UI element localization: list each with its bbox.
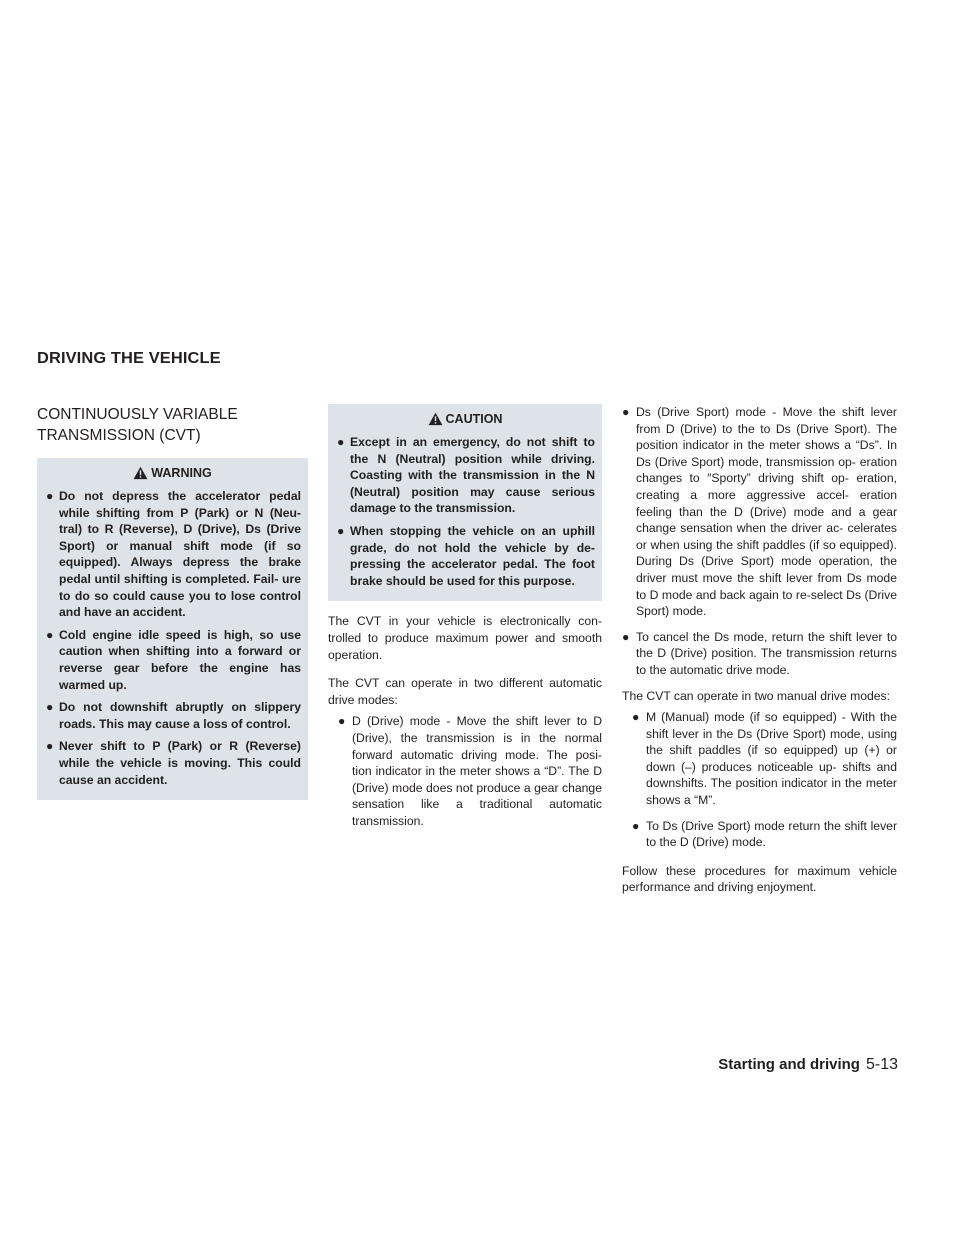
manual-modes-list bbox=[622, 709, 897, 851]
intro-paragraph: The CVT in your vehicle is electronically con- trolled to produce maximum power and smooth operation. bbox=[328, 614, 602, 662]
caution-box bbox=[328, 404, 602, 601]
bullet-icon: ● bbox=[46, 739, 54, 754]
caution-item: ● When stopping the vehicle on an uphill grade, do not hold the vehicle by de- pressing the accelerator pedal. The foot brake should be used for this purpose. bbox=[337, 523, 595, 588]
auto-modes-intro: The CVT can operate in two different automatic drive modes: bbox=[328, 676, 602, 707]
article-title-line-2: TRANSMISSION (CVT) bbox=[37, 427, 201, 444]
bullet-icon: ● bbox=[632, 818, 640, 833]
warning-item: ● Never shift to P (Park) or R (Reverse) while the vehicle is moving. This could cause an accident. bbox=[46, 739, 301, 787]
bullet-icon: ● bbox=[632, 710, 640, 725]
list-item: ● To cancel the Ds mode, return the shift lever to the D (Drive) position. The transmission returns to the automatic drive mode. bbox=[622, 629, 897, 677]
bullet-icon: ● bbox=[622, 629, 630, 644]
bullet-icon: ● bbox=[46, 627, 54, 642]
warning-item: ● Do not depress the accelerator pedal while shifting from P (Park) or N (Neu- tral) to R (Reverse), D (Drive), Ds (Drive Sport) or manual shift mode (if so equipped). Always depress the brake pedal until shifting is completed. Fail- ure to do so could cause you to lose control and have an accident. bbox=[46, 489, 301, 620]
warning-item: ● Cold engine idle speed is high, so use caution when shifting into a forward or reverse gear before the engine has warmed up. bbox=[46, 627, 301, 692]
list-item: ● M (Manual) mode (if so equipped) - With the shift lever in the Ds (Drive Sport) mode, using the shift paddles (if so equipped) up (+) or down (–) produces noticeable up- shifts and downshifts. The position indicator in the meter shows a “M”. bbox=[632, 710, 897, 808]
caution-heading bbox=[335, 412, 595, 426]
bullet-icon: ● bbox=[46, 700, 54, 715]
page-footer bbox=[718, 1056, 898, 1074]
column-3 bbox=[622, 404, 897, 896]
column-1 bbox=[37, 404, 308, 800]
manual-modes-intro: The CVT can operate in two manual drive modes: bbox=[622, 688, 891, 703]
caution-list bbox=[335, 434, 595, 589]
warning-label: WARNING bbox=[151, 466, 212, 480]
auto-modes-list-continued bbox=[622, 404, 897, 679]
column-2 bbox=[328, 404, 602, 838]
footer-chapter: Starting and driving bbox=[718, 1056, 860, 1073]
bullet-icon: ● bbox=[337, 523, 345, 538]
caution-triangle-icon bbox=[428, 412, 443, 426]
warning-list bbox=[44, 488, 301, 788]
closing-paragraph: Follow these procedures for maximum vehicle performance and driving enjoyment. bbox=[622, 863, 897, 895]
list-item: ● D (Drive) mode - Move the shift lever to D (Drive), the transmission is in the normal forward automatic driving mode. The posi- tion indicator in the meter shows a “D”. The D (Drive) mode does not produce a gear change sensation like a traditional automatic transmission. bbox=[338, 714, 602, 828]
list-item: ● To Ds (Drive Sport) mode return the shift lever to the D (Drive) mode. bbox=[632, 818, 897, 850]
warning-heading bbox=[44, 466, 301, 480]
warning-box bbox=[37, 458, 308, 800]
section-header: DRIVING THE VEHICLE bbox=[37, 350, 221, 367]
bullet-icon: ● bbox=[337, 435, 345, 449]
warning-triangle-icon bbox=[133, 466, 148, 480]
bullet-icon: ● bbox=[622, 405, 630, 419]
bullet-icon: ● bbox=[46, 489, 54, 503]
article-title bbox=[37, 404, 308, 446]
warning-item: ● Do not downshift abruptly on slippery roads. This may cause a loss of control. bbox=[46, 700, 301, 731]
auto-modes-list bbox=[328, 713, 602, 829]
bullet-icon: ● bbox=[338, 714, 346, 729]
article-title-line-1: CONTINUOUSLY VARIABLE bbox=[37, 406, 238, 423]
caution-item: ● Except in an emergency, do not shift to the N (Neutral) position while driving. Coasting with the transmission in the N (Neutral) position may cause serious damage to the transmission. bbox=[337, 435, 595, 516]
list-item: ● Ds (Drive Sport) mode - Move the shift lever from D (Drive) to the to Ds (Drive Sport). The position indicator in the meter shows a “Ds”. In Ds (Drive Sport) mode, transmission op- eration changes to ″Sporty” driving shift op- eration, creating a more aggressive accel- eration feeling than the D (Drive) mode and a gear change sensation when the driver ac- celerates or when using the shift paddles (if so equipped). During Ds (Drive Sport) mode operation, the driver must move the shift lever from Ds mode to D mode and back again to re-select Ds (Drive Sport) mode. bbox=[622, 405, 897, 619]
page-number: 5-13 bbox=[865, 1056, 898, 1073]
caution-label: CAUTION bbox=[445, 412, 503, 426]
